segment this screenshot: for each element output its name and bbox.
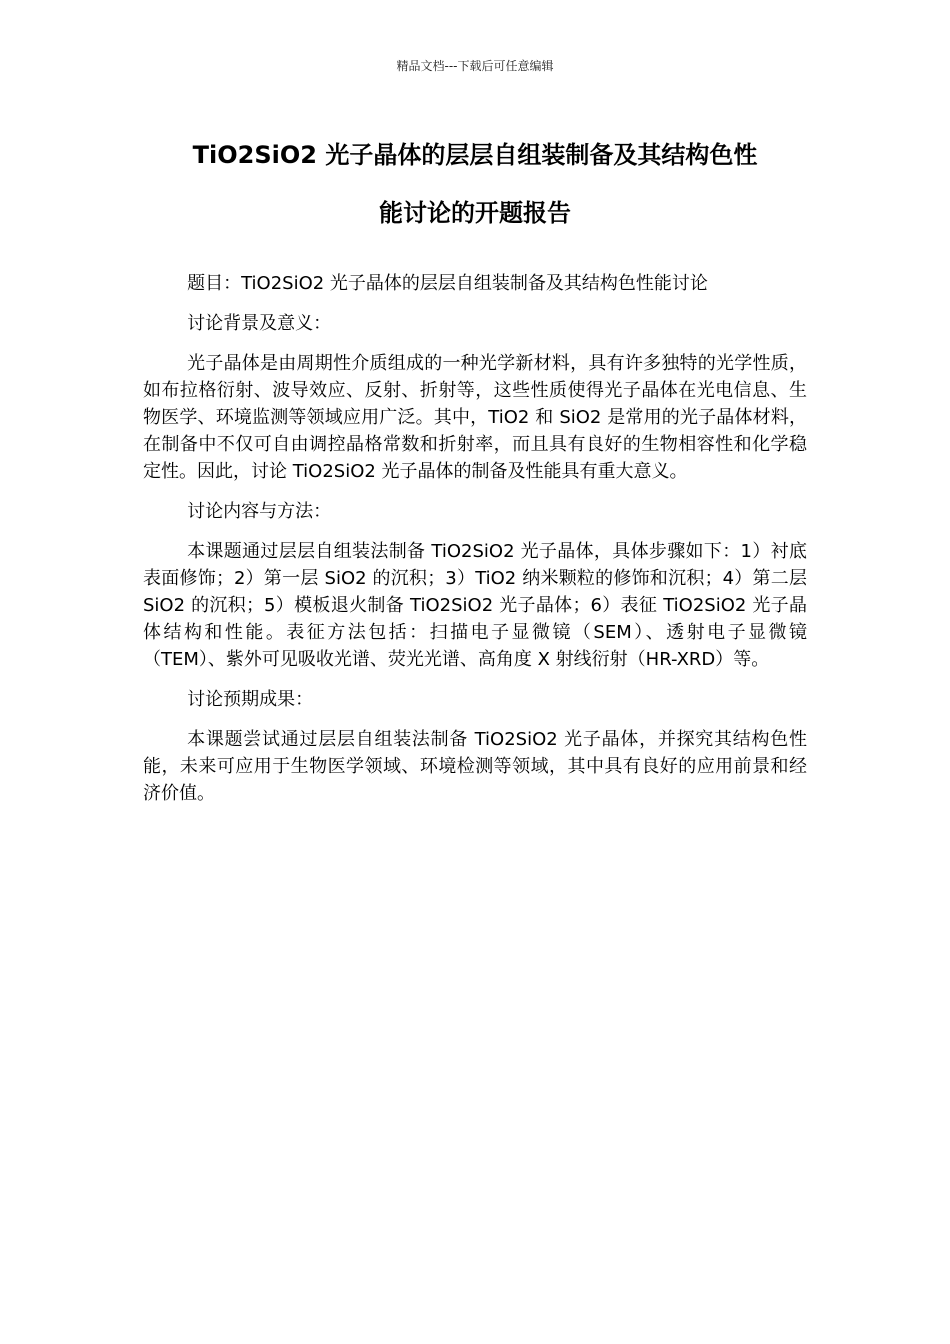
document-title-line-2: 能讨论的开题报告 [379,199,571,227]
methods-heading: 讨论内容与方法： [187,501,332,522]
methods-paragraph: 本课题通过层层自组装法制备 TiO2SiO2 光子晶体，具体步骤如下：1）衬底表面修饰；2）第一层 SiO2 的沉积；3）TiO2 纳米颗粒的修饰和沉积；4）第二层 SiO2 的沉积；5）模板退火制备 TiO2SiO2 光子晶体；6）表征 TiO2SiO2 光子晶体结构和性能。表征方法包括：扫描电子显微镜（SEM）、透射电子显微镜（TEM）、紫外可见吸收光谱、荧光光谱、高角度 X 射线衍射（HR-XRD）等。 [143,541,807,670]
document-title-line-1: TiO2SiO2 光子晶体的层层自组装制备及其结构色性 [192,141,758,169]
page-header-note: 精品文档---下载后可任意编辑 [396,59,554,73]
background-heading: 讨论背景及意义： [187,313,332,334]
results-paragraph: 本课题尝试通过层层自组装法制备 TiO2SiO2 光子晶体，并探究其结构色性能，未来可应用于生物医学领域、环境检测等领域，其中具有良好的应用前景和经济价值。 [143,729,807,804]
results-heading: 讨论预期成果： [187,689,314,710]
document-body [143,270,807,820]
topic-line: 题目：TiO2SiO2 光子晶体的层层自组装制备及其结构色性能讨论 [187,273,708,294]
background-paragraph: 光子晶体是由周期性介质组成的一种光学新材料，具有许多独特的光学性质，如布拉格衍射、波导效应、反射、折射等，这些性质使得光子晶体在光电信息、生物医学、环境监测等领域应用广泛。其中，TiO2 和 SiO2 是常用的光子晶体材料，在制备中不仅可自由调控晶格常数和折射率，而且具有良好的生物相容性和化学稳定性。因此，讨论 TiO2SiO2 光子晶体的制备及性能具有重大意义。 [143,353,807,482]
